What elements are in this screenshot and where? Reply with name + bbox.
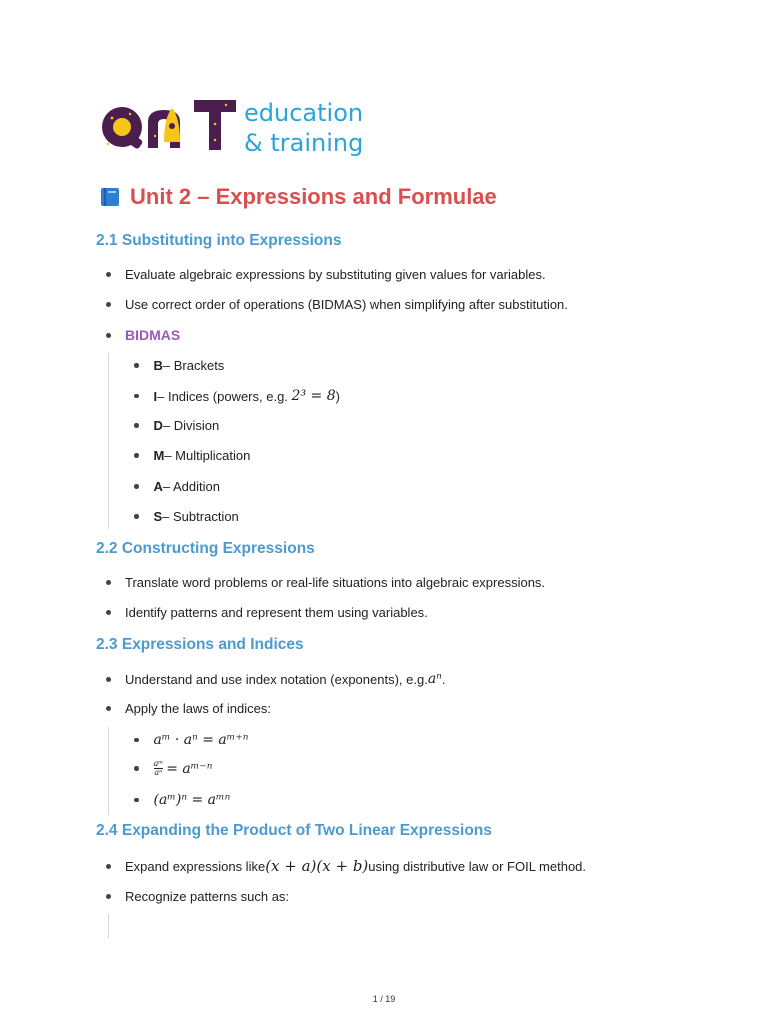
- bidmas-label: BIDMAS: [125, 327, 181, 343]
- bidmas-key: B: [153, 358, 163, 373]
- qnt-letters-logo: [100, 96, 240, 162]
- bullet-dot: [134, 484, 139, 489]
- bidmas-desc: – Addition: [162, 479, 220, 494]
- bullet-dot: [134, 766, 139, 771]
- math-fraction: [154, 760, 164, 777]
- bidmas-key: S: [153, 509, 163, 524]
- list-item-text-end: .: [441, 671, 446, 687]
- bullet-dot: [134, 738, 139, 743]
- bullet-dot: [106, 677, 111, 682]
- bidmas-item-m: [134, 448, 250, 463]
- bullet-dot: [106, 302, 111, 307]
- index-law-3: [134, 792, 230, 808]
- bullet-dot: [106, 272, 111, 277]
- bullet-dot: [134, 363, 139, 368]
- math-inline: 2³ = 8: [291, 388, 336, 404]
- bidmas-item-d: [134, 418, 219, 433]
- bullet-dot: [134, 453, 139, 458]
- logo-wordmark: [244, 98, 363, 158]
- bidmas-desc: – Brackets: [162, 358, 225, 373]
- list-item-text: Expand expressions like: [125, 858, 266, 874]
- list-item: [106, 857, 586, 875]
- fraction-numerator: aᵐ: [153, 759, 164, 768]
- page-title: [100, 184, 497, 210]
- list-item-text: Use correct order of operations (BIDMAS) when simplifying after substitution.: [125, 297, 568, 312]
- logo-line-training: & training: [244, 129, 364, 157]
- list-item: [106, 297, 568, 312]
- nested-list-rule: [108, 727, 109, 815]
- math-formula: (aᵐ)ⁿ = aᵐⁿ: [153, 792, 231, 808]
- bullet-dot: [134, 798, 139, 803]
- bullet-dot: [106, 894, 111, 899]
- bidmas-item-i: [134, 388, 340, 404]
- list-item: [106, 267, 546, 282]
- list-item-text: Apply the laws of indices:: [125, 701, 271, 716]
- list-item-text: Identify patterns and represent them using variables.: [125, 605, 428, 620]
- section-heading-2-2: 2.2 Constructing Expressions: [96, 540, 315, 557]
- fraction-denominator: aⁿ: [154, 768, 163, 777]
- bidmas-item-b: [134, 358, 224, 373]
- nested-list-rule: [108, 914, 109, 938]
- section-heading-2-4: 2.4 Expanding the Product of Two Linear Expressions: [96, 822, 492, 839]
- page-number: 1 / 19: [372, 994, 396, 1004]
- nested-list-rule: [108, 353, 109, 529]
- bullet-dot: [106, 333, 111, 338]
- bidmas-key: A: [153, 479, 163, 494]
- math-inline: (x + a)(x + b): [265, 857, 369, 875]
- list-item-text: Recognize patterns such as:: [125, 889, 290, 904]
- qnt-logo: [100, 96, 390, 162]
- math-formula: = aᵐ⁻ⁿ: [166, 760, 213, 777]
- bidmas-desc: – Indices (powers, e.g.: [157, 388, 288, 404]
- page-title-text: Unit 2 – Expressions and Formulae: [130, 184, 497, 209]
- bidmas-key: D: [153, 418, 163, 433]
- bullet-dot: [106, 864, 111, 869]
- index-law-2: [134, 760, 212, 777]
- list-item-text: Evaluate algebraic expressions by substituting given values for variables.: [125, 267, 546, 282]
- bullet-dot: [134, 394, 139, 399]
- list-item-text-end: using distributive law or FOIL method.: [368, 858, 587, 874]
- section-heading-2-1: 2.1 Substituting into Expressions: [96, 232, 342, 249]
- bullet-dot: [106, 706, 111, 711]
- list-item-text: Translate word problems or real-life situations into algebraic expressions.: [125, 575, 546, 590]
- index-law-1: [134, 732, 248, 748]
- blue-book-icon: [100, 187, 120, 207]
- bidmas-key: I: [153, 388, 158, 404]
- list-item: [106, 671, 445, 687]
- bullet-dot: [134, 514, 139, 519]
- bidmas-key: M: [153, 448, 165, 463]
- list-item: [106, 575, 545, 590]
- math-formula: aᵐ · aⁿ = aᵐ⁺ⁿ: [153, 732, 249, 748]
- bidmas-desc-close: ): [335, 388, 340, 404]
- list-item: [106, 701, 271, 716]
- bidmas-item-a: [134, 479, 220, 494]
- section-heading-2-3: 2.3 Expressions and Indices: [96, 636, 304, 653]
- math-inline: aⁿ: [427, 671, 442, 687]
- logo-line-education: education: [244, 99, 364, 127]
- bullet-dot: [106, 580, 111, 585]
- bidmas-desc: – Subtraction: [162, 509, 239, 524]
- bullet-dot: [134, 423, 139, 428]
- list-item: [106, 605, 428, 620]
- bidmas-desc: – Multiplication: [164, 448, 251, 463]
- list-item-text: Understand and use index notation (exponents), e.g.: [125, 671, 428, 687]
- list-item: [106, 889, 289, 904]
- bidmas-desc: – Division: [162, 418, 220, 433]
- list-item-bidmas: [106, 327, 180, 343]
- bidmas-item-s: [134, 509, 239, 524]
- bullet-dot: [106, 610, 111, 615]
